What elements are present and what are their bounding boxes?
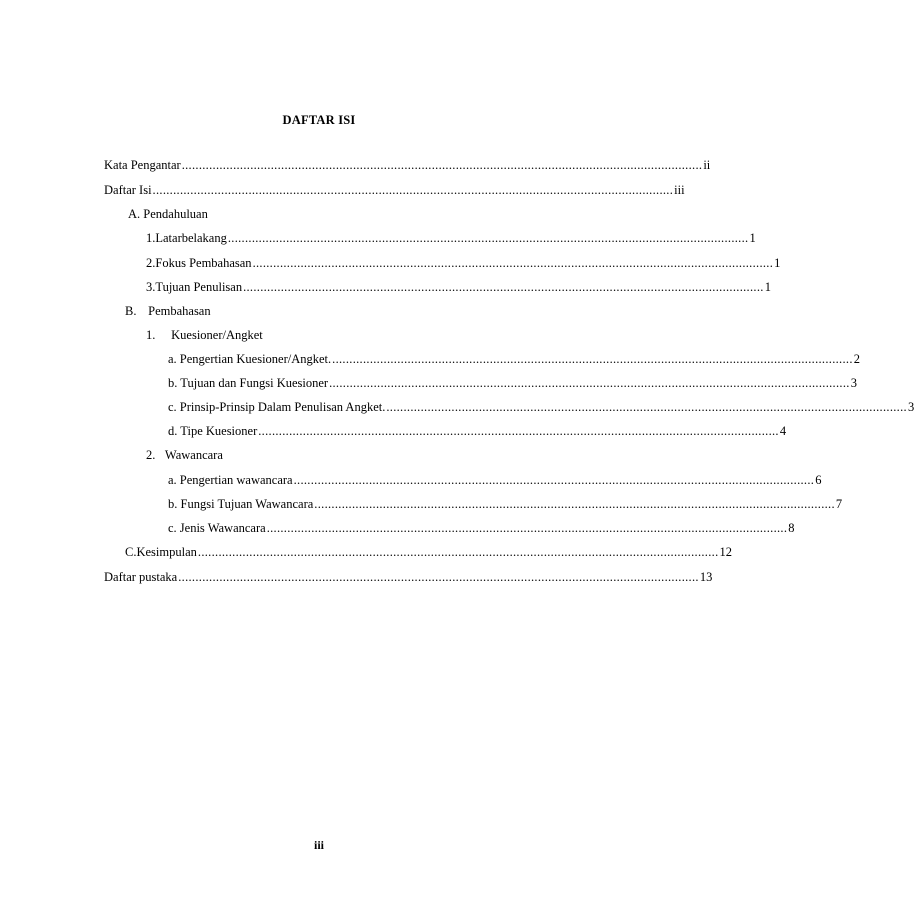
toc-entry-label: Daftar pustaka	[104, 570, 178, 584]
toc-entry-wawancara-a[interactable]	[168, 471, 822, 489]
toc-entry-page: 7	[835, 497, 843, 511]
toc-entry-label: b. Fungsi Tujuan Wawancara	[168, 497, 314, 511]
toc-leader-dots: ........................................................................................................................................................	[266, 521, 788, 535]
toc-leader-dots: ........................................................................................................................................................	[329, 376, 850, 390]
toc-subsection-label: Wawancara	[164, 448, 223, 462]
toc-entry-page: 6	[815, 473, 822, 487]
toc-entry-number: 1.	[146, 231, 156, 245]
toc-entry-page: 1	[774, 256, 781, 270]
toc-entry-daftar-isi[interactable]	[104, 181, 685, 199]
toc-entry-label: a. Pengertian Kuesioner/Angket.	[168, 352, 332, 366]
toc-leader-dots: ........................................................................................................................................................	[293, 473, 815, 487]
toc-entry-page: ii	[703, 158, 711, 172]
toc-section-pembahasan[interactable]	[125, 302, 211, 320]
toc-entry-kuesioner-c[interactable]	[168, 398, 914, 416]
toc-entry-page: 3	[907, 400, 914, 414]
toc-leader-dots: ........................................................................................................................................................	[181, 158, 703, 172]
toc-leader-dots: ........................................................................................................................................................	[152, 183, 674, 197]
toc-subsection-number: 2.	[146, 448, 156, 462]
toc-subsection-number: 1.	[146, 328, 156, 342]
toc-entry-daftar-pustaka[interactable]	[104, 568, 713, 586]
toc-entry-page: 4	[779, 424, 787, 438]
toc-entry-number: C.	[125, 545, 137, 559]
toc-entry-label: Tujuan Penulisan	[155, 280, 243, 294]
toc-section-pendahuluan[interactable]	[128, 205, 208, 223]
toc-leader-dots: ........................................................................................................................................................	[252, 256, 774, 270]
toc-entry-page: iii	[674, 183, 685, 197]
toc-entry-number: 2.	[146, 256, 156, 270]
toc-entry-tujuan-penulisan[interactable]	[146, 278, 771, 296]
toc-section-label: Pembahasan	[148, 304, 211, 318]
toc-entry-kuesioner-d[interactable]	[168, 422, 787, 440]
toc-entry-kuesioner-b[interactable]	[168, 374, 857, 392]
page-title: DAFTAR ISI	[282, 113, 356, 127]
toc-entry-wawancara-b[interactable]	[168, 495, 843, 513]
toc-entry-page: 13	[699, 570, 713, 584]
toc-subsection-label: Kuesioner/Angket	[171, 328, 263, 342]
toc-entry-page: 8	[788, 521, 795, 535]
toc-subsection-wawancara[interactable]	[146, 446, 223, 464]
toc-entry-fokus-pembahasan[interactable]	[146, 254, 781, 272]
toc-leader-dots: ........................................................................................................................................................	[243, 280, 764, 294]
toc-entry-page: 1	[749, 231, 756, 245]
page-number: iii	[313, 838, 324, 852]
toc-leader-dots: ........................................................................................................................................................	[332, 352, 853, 366]
toc-leader-dots: ........................................................................................................................................................	[227, 231, 749, 245]
toc-leader-dots: ........................................................................................................................................................	[178, 570, 699, 584]
toc-entry-page: 12	[719, 545, 732, 559]
toc-entry-label: d. Tipe Kuesioner	[168, 424, 258, 438]
toc-leader-dots: ........................................................................................................................................................	[197, 545, 719, 559]
toc-entry-label: c. Jenis Wawancara	[168, 521, 266, 535]
toc-entry-page: 3	[850, 376, 857, 390]
toc-entry-number: 3.	[146, 280, 156, 294]
toc-leader-dots: ........................................................................................................................................................	[258, 424, 779, 438]
toc-entry-latar-belakang[interactable]	[146, 229, 756, 247]
toc-section-number: B.	[125, 304, 137, 318]
toc-entry-page: 1	[764, 280, 771, 294]
toc-entry-label: Fokus Pembahasan	[155, 256, 252, 270]
toc-entry-label: Kesimpulan	[136, 545, 197, 559]
toc-entry-kuesioner-a[interactable]	[168, 350, 861, 368]
toc-entry-wawancara-c[interactable]	[168, 519, 795, 537]
toc-subsection-kuesioner[interactable]	[146, 326, 263, 344]
toc-entry-kata-pengantar[interactable]	[104, 156, 711, 174]
toc-entry-label: Kata Pengantar	[104, 158, 181, 172]
toc-section-label: A. Pendahuluan	[128, 207, 208, 221]
toc-leader-dots: ........................................................................................................................................................	[314, 497, 835, 511]
toc-entry-label: a. Pengertian wawancara	[168, 473, 293, 487]
toc-leader-dots: ........................................................................................................................................................	[386, 400, 907, 414]
toc-entry-kesimpulan[interactable]	[125, 543, 732, 561]
toc-entry-label: Daftar Isi	[104, 183, 152, 197]
toc-entry-label: Latarbelakang	[155, 231, 227, 245]
toc-entry-label: c. Prinsip-Prinsip Dalam Penulisan Angket.	[168, 400, 386, 414]
toc-entry-page: 2	[853, 352, 861, 366]
toc-entry-label: b. Tujuan dan Fungsi Kuesioner	[168, 376, 329, 390]
